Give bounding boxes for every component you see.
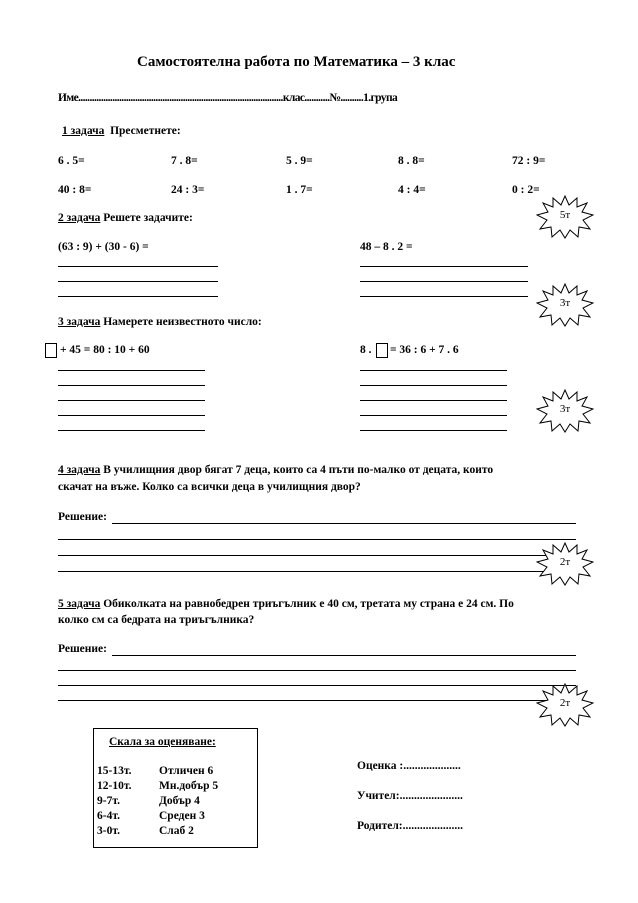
scale-range: 6-4т.	[97, 810, 120, 822]
task1-expr: 8 . 8=	[398, 155, 425, 167]
answer-line[interactable]	[58, 430, 205, 431]
task4-text-line2: скачат на въже. Колко са всички деца в училищния двор?	[58, 481, 361, 493]
scale-range: 3-0т.	[97, 825, 120, 837]
grading-scale-box	[93, 728, 258, 848]
solution-line[interactable]	[58, 700, 576, 701]
unknown-number-box[interactable]	[45, 343, 57, 358]
points-burst-task5	[536, 683, 594, 727]
scale-range: 12-10т.	[97, 780, 132, 792]
task5-text: Обиколката на равнобедрен триъгълник е 40 см, третата му страна е 24 см. По	[103, 598, 514, 610]
task3-heading	[58, 316, 262, 328]
task1-expr: 6 . 5=	[58, 155, 85, 167]
task5-text-line2: колко см са бедрата на триъгълника?	[58, 614, 255, 626]
scale-grade: Отличен 6	[159, 765, 214, 777]
solution-line[interactable]	[112, 523, 576, 524]
grade-field[interactable]: Оценка :....................	[357, 760, 461, 772]
points-burst-task4	[536, 542, 594, 586]
points-label: 3т	[559, 403, 571, 415]
solution-line[interactable]	[58, 571, 576, 572]
points-label: 2т	[559, 697, 571, 709]
solution-line[interactable]	[58, 555, 576, 556]
task1-expr: 4 : 4=	[398, 184, 426, 196]
task1-expr: 0 : 2=	[512, 184, 540, 196]
teacher-field[interactable]: Учител:......................	[357, 790, 463, 802]
task3-right-equation-start: 8 .	[360, 344, 372, 356]
task1-heading	[62, 125, 181, 137]
task5-solution-label: Решение:	[58, 643, 107, 655]
task4-number: 4 задача	[58, 464, 101, 476]
points-burst-task3	[536, 389, 594, 433]
task1-number: 1 задача	[62, 125, 105, 137]
student-info-line: Име..........................................................................................клас...........№..........1.група	[58, 92, 398, 104]
points-label: 5т	[559, 209, 571, 221]
answer-line[interactable]	[58, 370, 205, 371]
points-label: 2т	[559, 556, 571, 568]
points-burst-task1	[536, 195, 594, 239]
task2-number: 2 задача	[58, 212, 101, 224]
task1-expr: 40 : 8=	[58, 184, 92, 196]
answer-line[interactable]	[360, 370, 507, 371]
scale-grade: Добър 4	[159, 795, 200, 807]
answer-line[interactable]	[58, 385, 205, 386]
task3-label: Намерете неизвестното число:	[103, 316, 262, 328]
task3-right-equation-end: = 36 : 6 + 7 . 6	[390, 344, 459, 356]
answer-line[interactable]	[58, 400, 205, 401]
scale-range: 15-13т.	[97, 765, 132, 777]
scale-grade: Мн.добър 5	[159, 780, 219, 792]
answer-line[interactable]	[58, 281, 218, 282]
task2-right-expr: 48 – 8 . 2 =	[360, 241, 413, 253]
answer-line[interactable]	[58, 296, 218, 297]
solution-line[interactable]	[112, 655, 576, 656]
scale-grade: Среден 3	[159, 810, 205, 822]
task1-expr: 24 : 3=	[171, 184, 205, 196]
task4-solution-label: Решение:	[58, 511, 107, 523]
task2-heading	[58, 212, 193, 224]
task4-text: В училищния двор бягат 7 деца, които са 4 пъти по-малко от децата, които	[103, 464, 494, 476]
answer-line[interactable]	[360, 385, 507, 386]
answer-line[interactable]	[360, 281, 528, 282]
answer-line[interactable]	[360, 400, 507, 401]
answer-line[interactable]	[360, 266, 528, 267]
solution-line[interactable]	[58, 670, 576, 671]
task4-text-line1	[58, 464, 493, 476]
answer-line[interactable]	[360, 430, 507, 431]
parent-field[interactable]: Родител:.....................	[357, 820, 464, 832]
task5-number: 5 задача	[58, 598, 101, 610]
task3-number: 3 задача	[58, 316, 101, 328]
task1-expr: 5 . 9=	[286, 155, 313, 167]
points-label: 3т	[559, 297, 571, 309]
unknown-number-box[interactable]	[376, 343, 388, 358]
answer-line[interactable]	[58, 266, 218, 267]
answer-line[interactable]	[360, 296, 528, 297]
task2-left-expr: (63 : 9) + (30 - 6) =	[58, 241, 149, 253]
task3-left-equation: + 45 = 80 : 10 + 60	[60, 344, 150, 356]
task5-text-line1	[58, 598, 514, 610]
solution-line[interactable]	[58, 539, 576, 540]
answer-line[interactable]	[58, 415, 205, 416]
scale-range: 9-7т.	[97, 795, 120, 807]
answer-line[interactable]	[360, 415, 507, 416]
task1-expr: 7 . 8=	[171, 155, 198, 167]
grading-scale-title: Скала за оценяване:	[109, 736, 216, 748]
task2-label: Решете задачите:	[103, 212, 193, 224]
task1-expr: 1 . 7=	[286, 184, 313, 196]
scale-grade: Слаб 2	[159, 825, 194, 837]
solution-line[interactable]	[58, 685, 576, 686]
page-title: Самостоятелна работа по Математика – 3 клас	[137, 54, 456, 70]
task1-expr: 72 : 9=	[512, 155, 546, 167]
task1-label: Пресметнете:	[110, 125, 181, 137]
points-burst-task2	[536, 283, 594, 327]
